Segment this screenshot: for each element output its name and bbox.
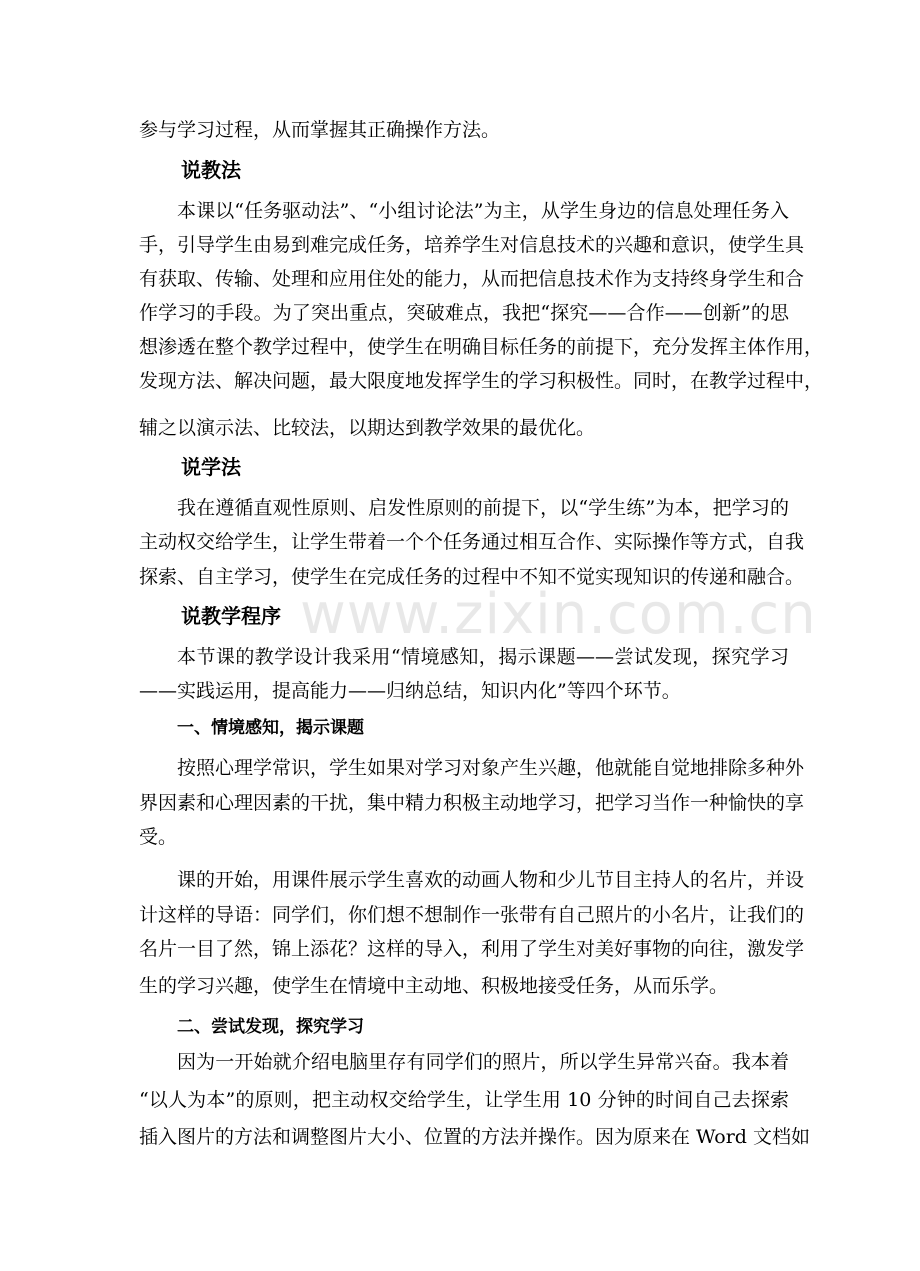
paragraph-line: 插入图片的方法和调整图片大小、位置的方法并操作。因为原来在 Word 文档如 [139, 1126, 811, 1148]
paragraph-line: 计这样的导语：同学们，你们想不想制作一张带有自己照片的小名片，让我们的 [139, 904, 805, 926]
paragraph-line: 本节课的教学设计我采用“情境感知，揭示课题——尝试发现，探究学习 [177, 646, 789, 668]
watermark: www.zixin.com.cn [300, 582, 817, 647]
paragraph-line: 参与学习过程，从而掌握其正确操作方法。 [139, 119, 501, 141]
heading-shuo-xuefa: 说学法 [181, 455, 241, 479]
paragraph-line: 主动权交给学生，让学生带着一个个任务通过相互合作、实际操作等方式，自我 [139, 531, 805, 553]
paragraph-line: 课的开始，用课件展示学生喜欢的动画人物和少儿节目主持人的名片，并设 [177, 869, 805, 891]
heading-step-1: 一、情境感知，揭示课题 [177, 718, 364, 738]
paragraph-line: “以人为本”的原则，把主动权交给学生，让学生用 10 分钟的时间自己去探索 [139, 1089, 789, 1111]
paragraph-line: 按照心理学常识，学生如果对学习对象产生兴趣，他就能自觉地排除多种外 [177, 757, 805, 779]
paragraph-line: ——实践运用，提高能力——归纳总结，知识内化”等四个环节。 [139, 680, 681, 702]
paragraph-line: 受。 [139, 826, 178, 848]
paragraph-line: 名片一目了然，锦上添花？这样的导入，利用了学生对美好事物的向往，激发学 [139, 938, 805, 960]
paragraph-line: 发现方法、解决问题，最大限度地发挥学生的学习积极性。同时，在教学过程中， [139, 370, 824, 392]
paragraph-line: 有获取、传输、处理和应用住处的能力，从而把信息技术作为支持终身学生和合 [139, 268, 805, 290]
paragraph-line: 因为一开始就介绍电脑里存有同学们的照片，所以学生异常兴奋。我本着 [177, 1051, 789, 1073]
paragraph-line: 本课以“任务驱动法”、“小组讨论法”为主，从学生身边的信息处理任务入 [177, 200, 789, 222]
paragraph-line: 作学习的手段。为了突出重点，突破难点，我把“探究——合作——创新”的思 [139, 302, 789, 324]
heading-step-2: 二、尝试发现，探究学习 [177, 1017, 364, 1037]
heading-shuo-jiaofa: 说教法 [181, 158, 241, 182]
paragraph-line: 生的学习兴趣，使学生在情境中主动地、积极地接受任务，从而乐学。 [139, 975, 729, 997]
paragraph-line: 辅之以演示法、比较法，以期达到教学效果的最优化。 [139, 417, 596, 439]
paragraph-line: 探索、自主学习，使学生在完成任务的过程中不知不觉实现知识的传递和融合。 [139, 566, 805, 588]
paragraph-line: 想渗透在整个教学过程中，使学生在明确目标任务的前提下，充分发挥主体作用， [139, 336, 824, 358]
heading-shuo-jiaoxue-chengxu: 说教学程序 [181, 604, 281, 628]
paragraph-line: 我在遵循直观性原则、启发性原则的前提下，以“学生练”为本，把学习的 [177, 497, 789, 519]
paragraph-line: 界因素和心理因素的干扰，集中精力积极主动地学习，把学习当作一种愉快的享 [139, 792, 805, 814]
paragraph-line: 手，引导学生由易到难完成任务，培养学生对信息技术的兴趣和意识，使学生具 [139, 234, 805, 256]
